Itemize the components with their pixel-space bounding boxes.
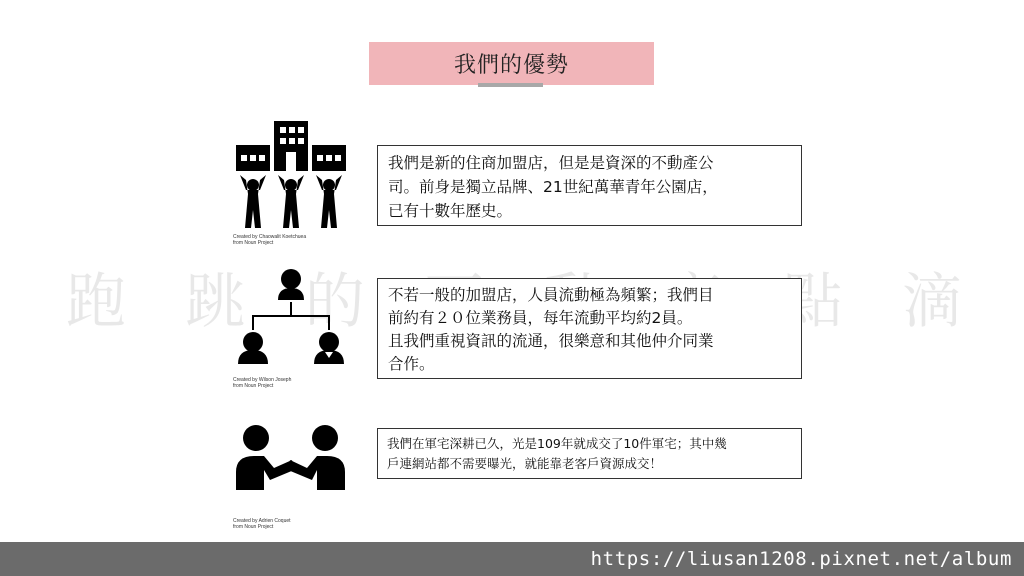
- box-line: 我們在軍宅深耕已久，光是109年就成交了10件軍宅；其中幾: [387, 436, 727, 451]
- box-line: 不若一般的加盟店，人員流動極為頻繁；我們目: [388, 286, 714, 304]
- credit-line: from Noun Project: [233, 383, 274, 389]
- credit-line: Created by Adrien Coquet: [233, 518, 291, 524]
- footer-url: https://liusan1208.pixnet.net/album: [590, 548, 1012, 570]
- box-line: 且我們重視資訊的流通，很樂意和其他仲介同業: [388, 332, 714, 350]
- watermark-char: 點: [782, 267, 847, 337]
- credit-line: Created by Chaowalit Koetchuea: [233, 234, 307, 240]
- title-underline: [478, 83, 543, 87]
- credit-line: Created by Wilson Joseph: [233, 377, 292, 383]
- building-people-icon: [234, 118, 348, 230]
- watermark-char: 跳: [185, 267, 250, 337]
- watermark-char: 的: [304, 267, 369, 337]
- box-line: 我們是新的住商加盟店，但是是資深的不動產公: [388, 154, 714, 172]
- footer-bar: [0, 542, 1024, 576]
- box-line: 合作。: [388, 355, 435, 373]
- handshake-icon: [234, 424, 348, 492]
- icon-credit: [233, 377, 291, 389]
- box-line: 司。前身是獨立品牌、21世紀萬華青年公園店，: [388, 178, 718, 196]
- advantage-box-deals: [377, 428, 802, 479]
- box-line: 前約有２０位業務員，每年流動平均約2員。: [388, 309, 693, 327]
- advantage-box-team: [377, 278, 802, 379]
- icon-credit: [233, 234, 306, 246]
- icon-credit: [233, 518, 291, 530]
- title-banner: [369, 42, 654, 85]
- credit-line: from Noun Project: [233, 524, 274, 530]
- advantage-box-history: [377, 145, 802, 226]
- box-line: 戶連網站都不需要曝光，就能靠老客戶資源成交！: [387, 456, 663, 471]
- credit-line: from Noun Project: [233, 240, 274, 246]
- page-title: 我們的優勢: [453, 53, 569, 78]
- watermark-char: 跑: [66, 267, 130, 337]
- box-line: 已有十數年歷史。: [388, 202, 513, 220]
- team-hierarchy-icon: [234, 266, 346, 368]
- watermark-char: 滴: [901, 267, 966, 337]
